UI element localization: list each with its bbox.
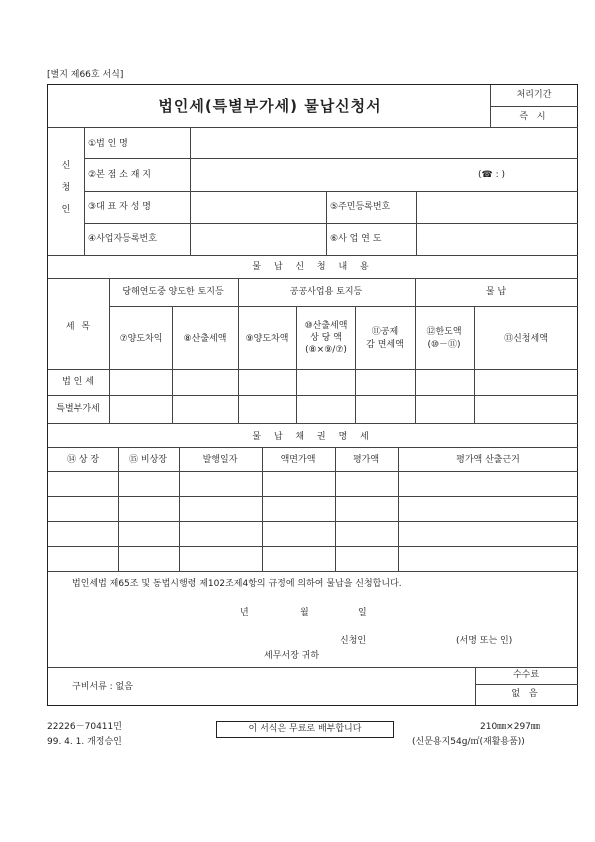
bond-col-face-value: 액면가액 xyxy=(280,455,316,465)
applicant-sign-label: 신청인 xyxy=(340,636,367,646)
date-day: 일 xyxy=(358,608,367,618)
address-label: ②본 점 소 재 지 xyxy=(88,170,151,180)
bond-col-issue-date: 발행일자 xyxy=(202,455,238,465)
free-distribution-notice: 이 서식은 무료로 배부합니다 xyxy=(216,721,394,738)
representative-label: ③대 표 자 성 명 xyxy=(88,202,151,212)
col-11-line1: ⑪공제 xyxy=(371,327,399,337)
phone-hint: (☎ : ) xyxy=(478,170,505,180)
col-12-line1: ⑫한도액 xyxy=(426,327,462,337)
group-payment-in-kind: 물 납 xyxy=(485,287,507,297)
request-section-title: 물 납 신 청 내 용 xyxy=(252,262,374,272)
addressee: 세무서장 귀하 xyxy=(264,651,320,661)
col-10-line2: 상 당 액 xyxy=(310,333,342,343)
row-corporate-tax: 법 인 세 xyxy=(62,377,94,387)
col-13-requested-tax: ⑬신청세액 xyxy=(504,334,548,344)
col-11-line2: 감 면세액 xyxy=(366,340,404,350)
business-registration-label: ④사업자등록번호 xyxy=(88,234,157,244)
approval-date: 99. 4. 1. 개정승인 xyxy=(47,737,122,747)
resident-number-label: ⑤주민등록번호 xyxy=(330,202,391,212)
form-number-label: [별지 제66호 서식] xyxy=(47,70,124,80)
sign-hint: (서명 또는 인) xyxy=(456,636,513,646)
group-transferred-land: 당해연도중 양도한 토지등 xyxy=(122,287,224,297)
page-title: 법인세(특별부가세) 물납신청서 xyxy=(158,97,382,115)
attachments-label: 구비서류 : 없음 xyxy=(72,682,133,692)
col-12-line2: (⑩－⑪) xyxy=(427,340,461,350)
col-10-line1: ⑩산출세액 xyxy=(304,321,348,331)
date-year: 년 xyxy=(240,608,249,618)
col-7-transfer-gain: ⑦양도차익 xyxy=(119,334,163,344)
group-public-land: 공공사업용 토지등 xyxy=(289,287,363,297)
date-month: 월 xyxy=(300,608,309,618)
bond-col-listed: ⑭ 상 장 xyxy=(66,455,100,465)
processing-period-value: 즉 시 xyxy=(519,112,549,122)
bond-col-appraisal-basis: 평가액 산출근거 xyxy=(456,455,520,465)
paper-size: 210㎜×297㎜ xyxy=(480,722,540,732)
col-8-computed-tax: ⑧산출세액 xyxy=(183,334,227,344)
fee-value: 없 음 xyxy=(511,689,541,699)
business-year-label: ⑥사 업 연 도 xyxy=(330,234,382,244)
processing-period-label: 처리기간 xyxy=(516,90,552,100)
col-10-line3: (⑧×⑨/⑦) xyxy=(305,345,347,355)
paper-type: (신문용지54g/㎡(재활용품)) xyxy=(412,737,525,747)
bond-col-appraised-value: 평가액 xyxy=(352,455,380,465)
col-9-transfer-difference: ⑨양도차액 xyxy=(245,334,289,344)
form-code: 22226－70411민 xyxy=(47,722,122,732)
tax-payment-in-kind-form xyxy=(47,84,578,706)
bond-section-title: 물 납 채 권 명 세 xyxy=(252,432,374,442)
corp-name-label: ①법 인 명 xyxy=(88,139,128,149)
bond-col-unlisted: ⑮ 비상장 xyxy=(129,455,167,465)
declaration-statement: 법인세법 제65조 및 동법시행령 제102조제4항의 규정에 의하여 물납을 신청합니다. xyxy=(72,579,402,589)
applicant-section-label: 신청인 xyxy=(61,161,71,215)
fee-label: 수수료 xyxy=(512,670,540,680)
row-special-surtax: 특별부가세 xyxy=(56,404,100,414)
tax-item-header: 세 목 xyxy=(65,322,93,332)
